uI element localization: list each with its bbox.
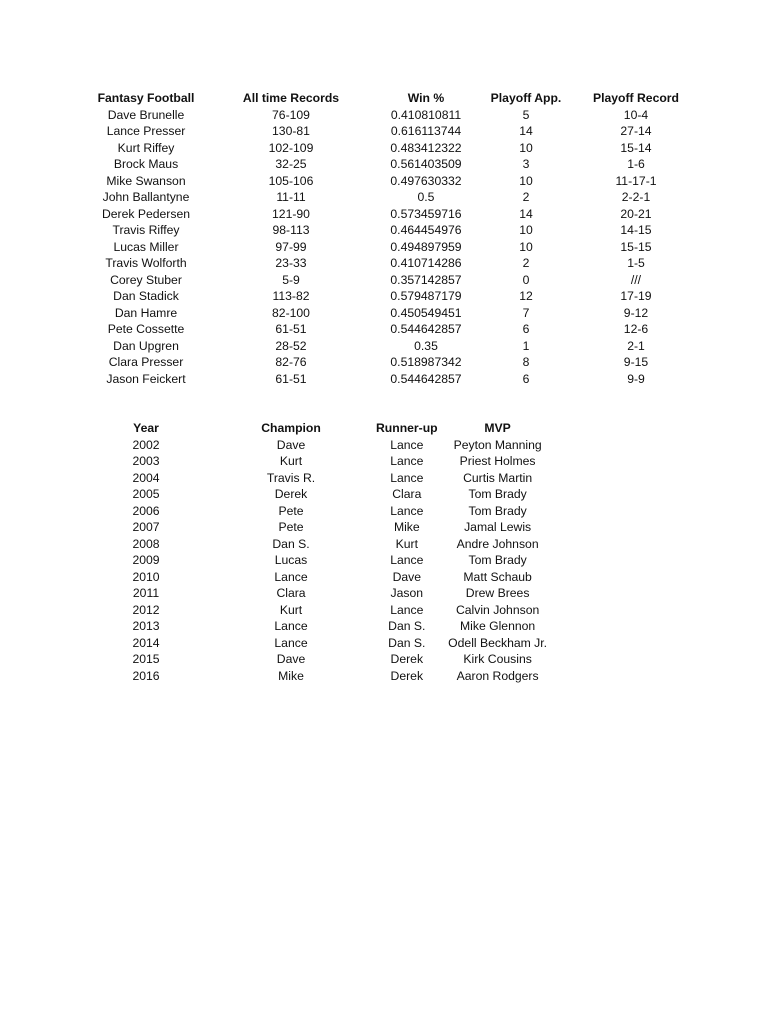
playoff-record-cell: 20-21 — [620, 206, 652, 221]
mvp-cell: Odell Beckham Jr. — [448, 635, 548, 650]
champion-cell: Clara — [276, 586, 306, 600]
runner-up-cell: Lance — [390, 553, 424, 567]
playoff-app-cell: 3 — [522, 157, 530, 171]
mvp-cell: Kirk Cousins — [463, 652, 532, 666]
playoff-app-cell: 10 — [519, 173, 533, 188]
win-percent-cell: 0.410714286 — [390, 256, 462, 270]
mvp-cell: Matt Schaub — [463, 569, 532, 584]
year-cell: 2004 — [132, 470, 160, 485]
table-row — [86, 255, 696, 272]
champion-cell: Lance — [274, 619, 308, 633]
header-playoff-app: Playoff App. — [490, 91, 562, 105]
champion-cell: Pete — [278, 503, 304, 518]
win-percent-cell: 0.464454976 — [390, 223, 462, 237]
header-fantasy-football: Fantasy Football — [97, 91, 195, 105]
champion-cell: Derek — [274, 487, 308, 501]
champion-cell: Lance — [274, 635, 308, 650]
all-time-record-cell: 61-51 — [275, 371, 307, 386]
table-row — [86, 651, 558, 668]
win-percent-cell: 0.544642857 — [390, 371, 462, 386]
win-percent-cell: 0.410810811 — [390, 107, 462, 122]
champion-cell: Travis R. — [266, 470, 316, 485]
table-row — [86, 173, 696, 190]
mvp-cell: Peyton Manning — [453, 437, 542, 452]
table-row — [86, 437, 558, 454]
champions-table — [86, 420, 558, 684]
mvp-cell: Curtis Martin — [463, 470, 533, 485]
player-name-cell: Kurt Riffey — [117, 140, 175, 155]
header-mvp: MVP — [484, 421, 511, 435]
table-row — [86, 536, 558, 553]
playoff-record-cell: 12-6 — [623, 322, 649, 336]
playoff-record-cell: /// — [630, 272, 642, 287]
runner-up-cell: Lance — [390, 437, 424, 452]
all-time-records-table — [86, 90, 696, 387]
table-row — [86, 668, 558, 685]
champion-cell: Lance — [274, 569, 308, 584]
table-row — [86, 470, 558, 487]
win-percent-cell: 0.5 — [417, 190, 435, 204]
playoff-record-cell: 1-6 — [627, 157, 645, 171]
year-cell: 2014 — [132, 635, 160, 650]
player-name-cell: Brock Maus — [113, 157, 179, 171]
playoff-record-cell: 1-5 — [627, 256, 645, 270]
runner-up-cell: Derek — [390, 668, 424, 683]
champion-cell: Dan S. — [272, 536, 310, 551]
table-row — [86, 321, 696, 338]
champion-cell: Dave — [276, 652, 306, 666]
runner-up-cell: Mike — [393, 520, 420, 534]
table-row — [86, 338, 696, 355]
runner-up-cell: Dan S. — [388, 619, 426, 633]
table-row — [86, 585, 558, 602]
win-percent-cell: 0.35 — [414, 338, 438, 353]
runner-up-cell: Derek — [390, 652, 424, 666]
player-name-cell: Travis Riffey — [112, 223, 180, 237]
win-percent-cell: 0.579487179 — [390, 289, 462, 303]
runner-up-cell: Clara — [392, 487, 422, 501]
table-row — [86, 156, 696, 173]
playoff-record-cell: 2-2-1 — [621, 190, 651, 204]
year-cell: 2003 — [132, 454, 160, 468]
all-time-record-cell: 76-109 — [272, 107, 310, 122]
win-percent-cell: 0.616113744 — [390, 124, 462, 138]
all-time-record-cell: 82-76 — [275, 355, 307, 369]
champion-cell: Mike — [278, 668, 304, 683]
win-percent-cell: 0.573459716 — [390, 206, 462, 221]
year-cell: 2009 — [132, 553, 160, 567]
playoff-record-cell: 27-14 — [620, 124, 652, 138]
mvp-cell: Jamal Lewis — [464, 520, 532, 534]
year-cell: 2010 — [132, 569, 160, 584]
win-percent-cell: 0.357142857 — [390, 272, 462, 287]
playoff-record-cell: 15-14 — [620, 140, 652, 155]
all-time-record-cell: 130-81 — [272, 124, 310, 138]
table-row — [86, 371, 696, 388]
table-row — [86, 569, 558, 586]
playoff-app-cell: 8 — [522, 355, 530, 369]
playoff-app-cell: 0 — [522, 272, 530, 287]
win-percent-cell: 0.561403509 — [390, 157, 462, 171]
year-cell: 2005 — [132, 487, 160, 501]
champion-cell: Kurt — [279, 602, 303, 617]
win-percent-cell: 0.518987342 — [390, 355, 462, 369]
runner-up-cell: Dave — [392, 569, 422, 584]
player-name-cell: John Ballantyne — [102, 190, 190, 204]
year-cell: 2013 — [132, 619, 160, 633]
table-row — [86, 272, 696, 289]
player-name-cell: Dan Stadick — [113, 289, 179, 303]
header-all-time-records: All time Records — [242, 91, 340, 105]
table-row — [86, 503, 558, 520]
player-name-cell: Clara Presser — [108, 355, 184, 369]
all-time-record-cell: 98-113 — [272, 223, 310, 237]
year-cell: 2016 — [132, 668, 160, 683]
mvp-cell: Tom Brady — [468, 487, 527, 501]
all-time-record-cell: 11-11 — [276, 190, 306, 204]
header-win-percent: Win % — [407, 91, 445, 105]
runner-up-cell: Jason — [390, 586, 424, 600]
playoff-app-cell: 10 — [519, 239, 533, 254]
table-row — [86, 222, 696, 239]
table-row — [86, 206, 696, 223]
all-time-record-cell: 28-52 — [275, 338, 307, 353]
year-cell: 2007 — [132, 520, 160, 534]
player-name-cell: Lucas Miller — [113, 239, 179, 254]
mvp-cell: Priest Holmes — [459, 454, 536, 468]
player-name-cell: Dave Brunelle — [107, 107, 185, 122]
all-time-record-cell: 82-100 — [272, 305, 310, 320]
all-time-record-cell: 23-33 — [275, 256, 307, 270]
playoff-record-cell: 10-4 — [623, 107, 649, 122]
table-row — [86, 140, 696, 157]
player-name-cell: Travis Wolforth — [105, 256, 187, 270]
runner-up-cell: Lance — [390, 602, 424, 617]
mvp-cell: Andre Johnson — [456, 536, 539, 551]
playoff-app-cell: 10 — [519, 140, 533, 155]
win-percent-cell: 0.483412322 — [390, 140, 462, 155]
champion-cell: Lucas — [274, 553, 308, 567]
year-cell: 2008 — [132, 536, 160, 551]
mvp-cell: Drew Brees — [465, 586, 530, 600]
all-time-record-cell: 32-25 — [275, 157, 307, 171]
champion-cell: Kurt — [279, 454, 303, 468]
player-name-cell: Pete Cossette — [107, 322, 185, 336]
playoff-record-cell: 15-15 — [620, 239, 652, 254]
playoff-app-cell: 12 — [519, 289, 533, 303]
all-time-record-cell: 121-90 — [272, 206, 310, 221]
all-time-record-cell: 105-106 — [268, 173, 314, 188]
player-name-cell: Dan Hamre — [114, 305, 178, 320]
player-name-cell: Mike Swanson — [106, 173, 186, 188]
all-time-record-cell: 61-51 — [275, 322, 307, 336]
table-row — [86, 618, 558, 635]
all-time-record-cell: 5-9 — [282, 272, 300, 287]
table-row — [86, 239, 696, 256]
table-row — [86, 453, 558, 470]
table-row — [86, 486, 558, 503]
runner-up-cell: Kurt — [395, 536, 418, 551]
mvp-cell: Tom Brady — [468, 553, 527, 567]
mvp-cell: Mike Glennon — [460, 619, 536, 633]
champion-cell: Pete — [278, 520, 304, 534]
player-name-cell: Dan Upgren — [113, 338, 179, 353]
playoff-app-cell: 14 — [519, 206, 533, 221]
header-champion: Champion — [261, 421, 321, 435]
all-time-record-cell: 113-82 — [272, 289, 310, 303]
table-row — [86, 602, 558, 619]
table-row — [86, 305, 696, 322]
header-playoff-record: Playoff Record — [592, 91, 679, 105]
player-name-cell: Derek Pedersen — [101, 206, 191, 221]
player-name-cell: Corey Stuber — [110, 272, 182, 287]
playoff-record-cell: 2-1 — [627, 338, 645, 353]
playoff-app-cell: 2 — [522, 256, 530, 270]
playoff-app-cell: 6 — [522, 371, 530, 386]
header-runner-up: Runner-up — [376, 421, 438, 435]
player-name-cell: Lance Presser — [106, 124, 186, 138]
year-cell: 2006 — [132, 503, 160, 518]
runner-up-cell: Lance — [390, 503, 424, 518]
win-percent-cell: 0.544642857 — [390, 322, 462, 336]
year-cell: 2011 — [132, 586, 160, 600]
playoff-app-cell: 5 — [522, 107, 530, 122]
champion-cell: Dave — [276, 437, 306, 452]
playoff-record-cell: 14-15 — [620, 223, 652, 237]
year-cell: 2012 — [132, 602, 160, 617]
table-row — [86, 552, 558, 569]
table-row — [86, 107, 696, 124]
playoff-app-cell: 2 — [522, 190, 530, 204]
playoff-record-cell: 9-9 — [627, 371, 645, 386]
mvp-cell: Aaron Rodgers — [456, 668, 539, 683]
playoff-app-cell: 10 — [519, 223, 533, 237]
table-row — [86, 354, 696, 371]
playoff-app-cell: 6 — [522, 322, 530, 336]
runner-up-cell: Lance — [390, 454, 424, 468]
win-percent-cell: 0.494897959 — [390, 239, 462, 254]
player-name-cell: Jason Feickert — [106, 371, 186, 386]
table-row — [86, 519, 558, 536]
table-row — [86, 288, 696, 305]
table-row — [86, 635, 558, 652]
records-header-row — [86, 90, 696, 107]
playoff-record-cell: 17-19 — [620, 289, 652, 303]
playoff-record-cell: 11-17-1 — [615, 173, 657, 188]
champions-header-row — [86, 420, 558, 437]
playoff-record-cell: 9-15 — [623, 355, 649, 369]
all-time-record-cell: 102-109 — [268, 140, 314, 155]
table-row — [86, 189, 696, 206]
header-year: Year — [133, 421, 159, 435]
year-cell: 2015 — [132, 652, 160, 666]
runner-up-cell: Lance — [390, 470, 424, 485]
win-percent-cell: 0.450549451 — [390, 305, 462, 320]
mvp-cell: Tom Brady — [468, 503, 527, 518]
mvp-cell: Calvin Johnson — [455, 602, 540, 617]
playoff-app-cell: 14 — [519, 124, 533, 138]
table-row — [86, 123, 696, 140]
playoff-record-cell: 9-12 — [623, 305, 649, 320]
all-time-record-cell: 97-99 — [275, 239, 307, 254]
runner-up-cell: Dan S. — [388, 635, 426, 650]
playoff-app-cell: 1 — [522, 338, 530, 353]
win-percent-cell: 0.497630332 — [390, 173, 462, 188]
year-cell: 2002 — [132, 437, 160, 452]
playoff-app-cell: 7 — [522, 305, 530, 320]
